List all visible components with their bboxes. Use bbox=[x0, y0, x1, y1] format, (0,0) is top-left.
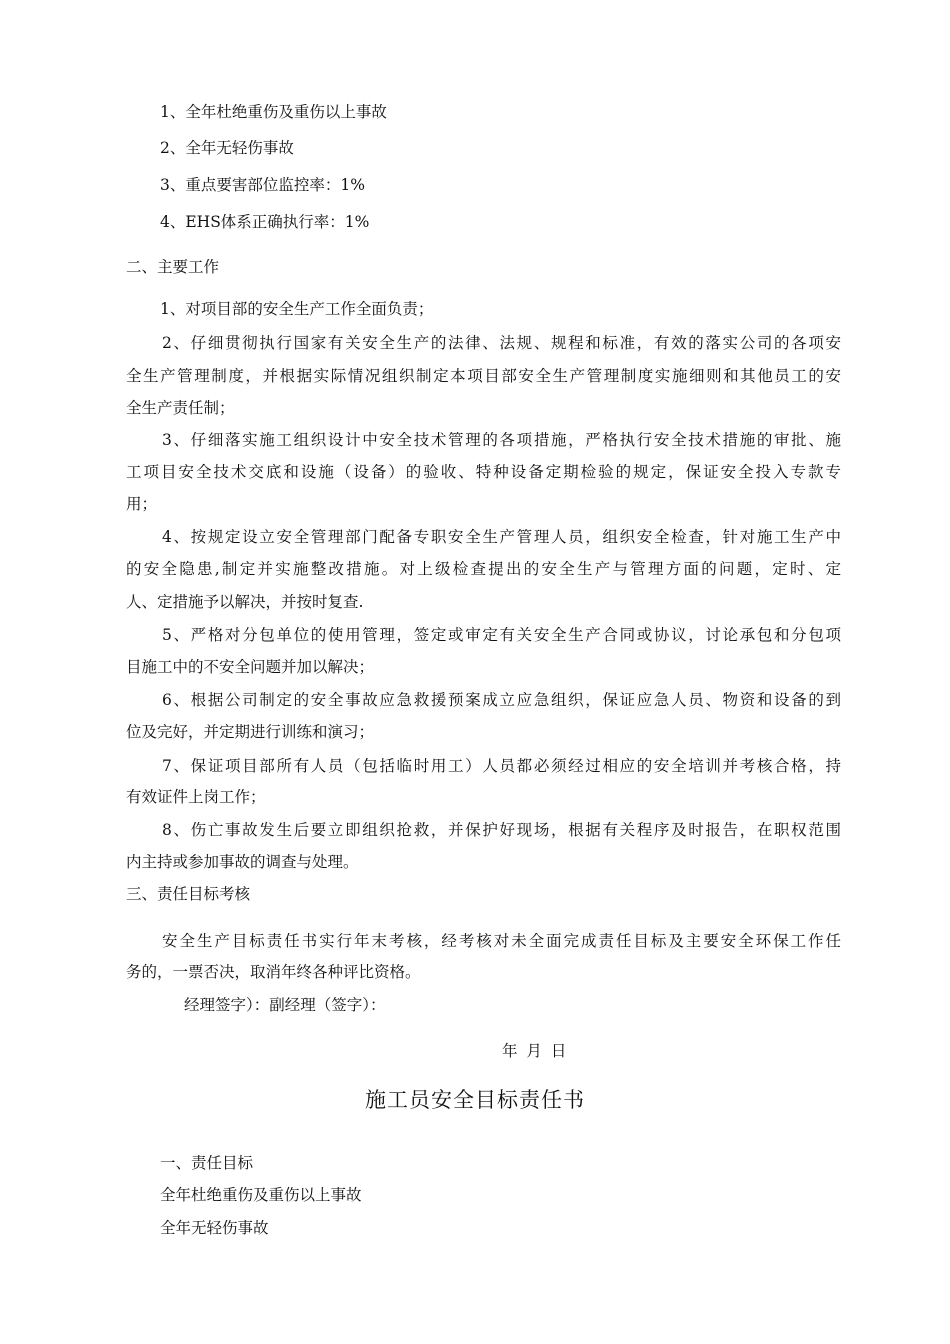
work-item-4-line: 4、按规定设立安全管理部门配备专职安全生产管理人员，组织安全检查，针对施工生产中 bbox=[162, 528, 841, 546]
work-item-3-line: 用； bbox=[126, 495, 158, 513]
work-item-7-line: 7、保证项目部所有人员（包括临时用工）人员都必须经过相应的安全培训并考核合格，持 bbox=[162, 757, 841, 775]
work-item-5-line: 目施工中的不安全问题并加以解决； bbox=[126, 658, 375, 676]
work-item-3-line: 工项目安全技术交底和设施（设备）的验收、特种设备定期检验的规定，保证安全投入专款专 bbox=[126, 463, 841, 481]
goal-item: 全年杜绝重伤及重伤以上事故 bbox=[160, 1186, 362, 1204]
signature-line: 经理签字）：副经理（签字）： bbox=[184, 996, 386, 1014]
work-item-2-line: 2、仔细贯彻执行国家有关安全生产的法律、法规、规程和标准，有效的落实公司的各项安 bbox=[162, 334, 841, 352]
section-heading: 三、责任目标考核 bbox=[126, 885, 251, 903]
goal-item: 1、全年杜绝重伤及重伤以上事故 bbox=[160, 103, 387, 121]
work-item-7-line: 有效证件上岗工作； bbox=[126, 788, 266, 806]
goal-item: 2、全年无轻伤事故 bbox=[160, 139, 294, 157]
section-heading: 一、责任目标 bbox=[160, 1154, 254, 1172]
document-title: 施工员安全目标责任书 bbox=[365, 1088, 585, 1112]
work-item-1: 1、对项目部的安全生产工作全面负责； bbox=[160, 300, 434, 318]
date-line: 年 月 日 bbox=[502, 1042, 567, 1060]
work-item-8-line: 内主持或参加事故的调查与处理。 bbox=[126, 853, 359, 871]
work-item-6-line: 位及完好，并定期进行训练和演习； bbox=[126, 723, 375, 741]
work-item-4-line: 人、定措施予以解决，并按时复查. bbox=[126, 593, 364, 611]
work-item-8-line: 8、伤亡事故发生后要立即组织抢救，并保护好现场，根据有关程序及时报告，在职权范围 bbox=[162, 821, 841, 839]
goal-item: 4、EHS体系正确执行率：1% bbox=[160, 213, 370, 231]
work-item-2-line: 全生产责任制； bbox=[126, 399, 235, 417]
work-item-4-line: 的安全隐患,制定并实施整改措施。对上级检查提出的安全生产与管理方面的问题，定时、定 bbox=[126, 560, 841, 578]
section-heading: 二、主要工作 bbox=[126, 258, 220, 276]
goal-item: 3、重点要害部位监控率：1% bbox=[160, 176, 365, 194]
assessment-para-line: 安全生产目标责任书实行年末考核，经考核对未全面完成责任目标及主要安全环保工作任 bbox=[162, 932, 841, 950]
work-item-3-line: 3、仔细落实施工组织设计中安全技术管理的各项措施，严格执行安全技术措施的审批、施 bbox=[162, 431, 841, 449]
work-item-6-line: 6、根据公司制定的安全事故应急救援预案成立应急组织，保证应急人员、物资和设备的到 bbox=[162, 691, 841, 709]
assessment-para-line: 务的，一票否决，取消年终各种评比资格。 bbox=[126, 963, 421, 981]
goal-item: 全年无轻伤事故 bbox=[160, 1219, 269, 1237]
work-item-2-line: 全生产管理制度，并根据实际情况组织制定本项目部安全生产管理制度实施细则和其他员工的安 bbox=[126, 367, 841, 385]
work-item-5-line: 5、严格对分包单位的使用管理，签定或审定有关安全生产合同或协议，讨论承包和分包项 bbox=[162, 626, 841, 644]
